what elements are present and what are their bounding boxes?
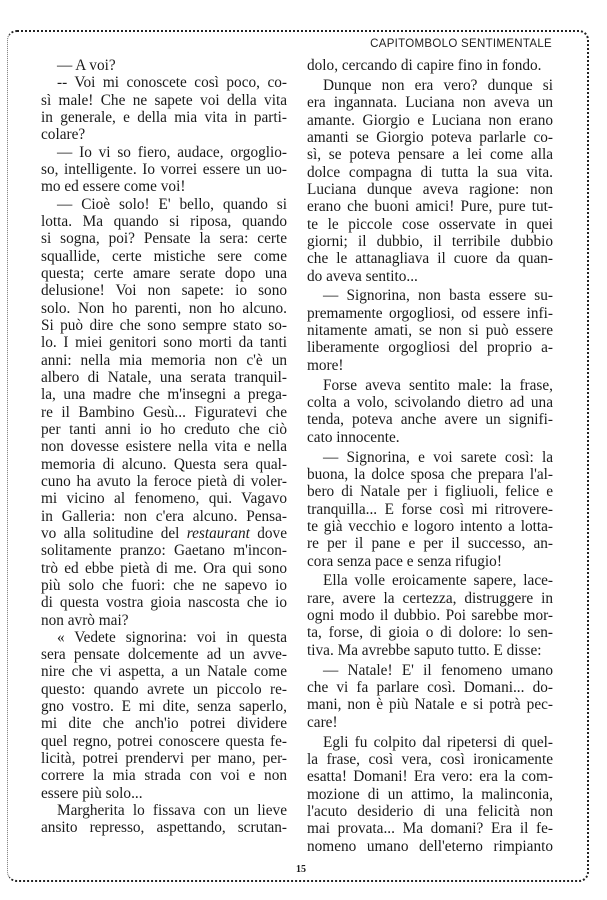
text-line: Ella volle eroicamente sapere, lace- xyxy=(323,572,553,590)
text-line: nomeno umano dell'eterno rimpianto xyxy=(307,837,553,855)
text-line: anni: nella mia memoria non c'è un xyxy=(41,351,287,369)
text-line: l'acuto desiderio di una felicità non xyxy=(307,802,553,820)
text-line: solo. Non ho parenti, non ho alcuno. xyxy=(41,299,287,317)
text-line: in generale, e della mia vita in parti- xyxy=(41,108,287,126)
text-line: solitamente pranzo: Gaetano m'incon- xyxy=(41,542,287,560)
text-line: tranquilla... E forse così mi ritrovere- xyxy=(307,500,553,518)
text-line: erano che buoni amici! Pure, pure tut- xyxy=(307,198,553,216)
text-line: cora senza pace e senza rifugio! xyxy=(307,552,502,570)
text-line: — Cioè solo! E' bello, quando si xyxy=(57,195,287,213)
text-line: Forse aveva sentito male: la frase, xyxy=(323,376,553,394)
page-number: 15 xyxy=(296,864,306,875)
text-line: amanti se Giorgio poteva parlarle co- xyxy=(307,128,553,146)
text-line: mozione di un attimo, la malinconia, xyxy=(307,785,553,803)
text-line: mani, non è più Natale e si potrà pec- xyxy=(307,696,553,714)
text-line: ogni modo il dubbio. Poi sarebbe mor- xyxy=(307,607,553,625)
text-line: di questa vostra gioia nascosta che io xyxy=(41,594,287,612)
text-line: lo. I miei genitori sono morti da tanti xyxy=(41,334,287,352)
text-line: mai provata... Ma domani? Era il fe- xyxy=(307,820,553,838)
text-line: la, una madre che m'insegni a prega- xyxy=(41,386,287,404)
text-line: delusione! Voi non sapete: io sono xyxy=(41,282,287,300)
text-line: do aveva sentito... xyxy=(307,267,418,285)
text-line: care! xyxy=(307,713,338,731)
text-line: ansito represso, aspettando, scrutan- xyxy=(41,819,287,837)
text-line: — A voi? xyxy=(57,57,116,74)
text-line: colare? xyxy=(41,126,86,144)
text-column-right xyxy=(307,57,553,855)
text-line: « Vedete signorina: voi in questa xyxy=(57,628,287,646)
text-line: Luciana dunque aveva ragione: non xyxy=(307,180,553,198)
text-line: quel regno, potrei conoscere questa fe- xyxy=(41,732,287,750)
text-line: essere più solo... xyxy=(41,784,143,802)
text-line: sì male! Che ne sapete voi della vita xyxy=(41,91,287,109)
text-line: questo: quando avrete un piccolo re- xyxy=(41,680,287,698)
text-column-left xyxy=(41,57,287,837)
text-line: te le piccole cose osservate in quei xyxy=(307,215,553,233)
text-line: giorni; il dubbio, il terribile dubbio xyxy=(307,232,553,250)
text-line: mi vicino al fenomeno, qui. Vagavo xyxy=(41,490,287,508)
text-line: Si può dire che sono sempre stato so- xyxy=(41,316,287,334)
text-line: — Natale! E' il fenomeno umano xyxy=(323,661,553,679)
text-line: questa; certe amare serate dopo una xyxy=(41,264,287,282)
text-line: correre la mia strada con voi e non xyxy=(41,767,287,785)
text-line: -- Voi mi conoscete così poco, co- xyxy=(57,74,287,92)
text-line: trò ed ebbe pietà di me. Ora qui sono xyxy=(41,559,287,577)
text-line: mi dite che anch'io potrei dividere xyxy=(41,715,287,733)
text-line: squallide, certe mistiche sere come xyxy=(41,247,287,265)
text-line: rare, avere la certezza, distruggere in xyxy=(307,589,553,607)
text-line: nitamente amati, se non si può essere xyxy=(307,322,553,340)
text-line: si sogna, poi? Pensate la sera: certe xyxy=(41,230,287,248)
text-line: esatta! Domani! Era vero: era la com- xyxy=(307,768,553,786)
text-line: non avrò mai? xyxy=(41,611,129,629)
text-line: bero di Natale per i figliuoli, felice e xyxy=(307,483,553,501)
text-line: tiva. Ma avrebbe saputo tutto. E disse: xyxy=(307,641,542,659)
text-line: cato innocente. xyxy=(307,428,400,446)
text-line: re per il pane e per il successo, an- xyxy=(307,535,553,553)
text-line: — Io vi so fiero, audace, orgoglio- xyxy=(57,143,287,161)
text-line: Margherita lo fissava con un lieve xyxy=(57,802,287,820)
text-line: Egli fu colpito dal ripetersi di quel- xyxy=(323,733,553,751)
text-line: liberamente orgogliosi del proprio a- xyxy=(307,339,553,357)
text-line: more! xyxy=(307,356,344,374)
text-line: amante. Giorgio e Luciana non erano xyxy=(307,111,553,129)
text-line: non dovesse esistere nella vita e nella xyxy=(41,438,287,456)
text-line: so, intelligente. Io vorrei essere un uo- xyxy=(41,160,287,178)
text-line: per tanti anni io ho creduto che ciò xyxy=(41,420,287,438)
text-line: mo ed essere come voi! xyxy=(41,178,186,196)
text-line: vo alla solitudine del restaurant dove xyxy=(41,524,287,542)
text-line: colta a volo, scivolando dietro ad una xyxy=(307,394,553,412)
text-line: più solo che fuori: che ne sapevo io xyxy=(41,576,287,594)
text-line: re il Bambino Gesù... Figuratevi che xyxy=(41,403,287,421)
text-line: che vi fa parlare così. Domani... do- xyxy=(307,679,553,697)
text-line: dolo, cercando di capire fino in fondo. xyxy=(307,57,542,74)
text-line: in Galleria: non c'era alcuno. Pensa- xyxy=(41,507,287,525)
text-line: Dunque non era vero? dunque si xyxy=(323,76,553,94)
text-line: lotta. Ma quando si riposa, quando xyxy=(41,212,287,230)
text-line: albero di Natale, una serata tranquil- xyxy=(41,368,287,386)
text-line: premamente orgogliosi, od essere infi- xyxy=(307,304,553,322)
text-line: tenda, poteva anche avere un signifi- xyxy=(307,411,553,429)
text-line: — Signorina, non basta essere su- xyxy=(323,287,553,305)
text-line: sì, se poteva pensare a lei come alla xyxy=(307,146,553,164)
text-line: nire che vi aspetta, a un Natale come xyxy=(41,663,287,681)
text-line: gno vostro. E mi dite, senza saperlo, xyxy=(41,698,287,716)
text-line: te già vecchio e logoro intento a lotta- xyxy=(307,517,553,535)
text-line: ta, forse, di gioia o di dolore: lo sen- xyxy=(307,624,553,642)
text-line: cuno ha avuto la feroce pietà di voler- xyxy=(41,472,287,490)
text-line: dolce compagna di tutta la sua vita. xyxy=(307,163,553,181)
text-line: che le attanagliava il cuore da quan- xyxy=(307,250,553,268)
text-line: la frase, così vera, così ironicamente xyxy=(307,750,553,768)
text-line: sera pensate dolcemente ad un avve- xyxy=(41,646,287,664)
running-header: CAPITOMBOLO SENTIMENTALE xyxy=(370,38,552,50)
text-line: memoria di alcuno. Questa sera qual- xyxy=(41,455,287,473)
text-line: era ingannata. Luciana non aveva un xyxy=(307,94,553,112)
text-line: licità, potrei prendervi per mano, per- xyxy=(41,750,287,768)
italic-word: restaurant xyxy=(186,524,250,542)
text-line: buona, la dolce sposa che prepara l'al- xyxy=(307,465,553,483)
text-line: — Signorina, e voi sarete così: la xyxy=(323,448,553,466)
